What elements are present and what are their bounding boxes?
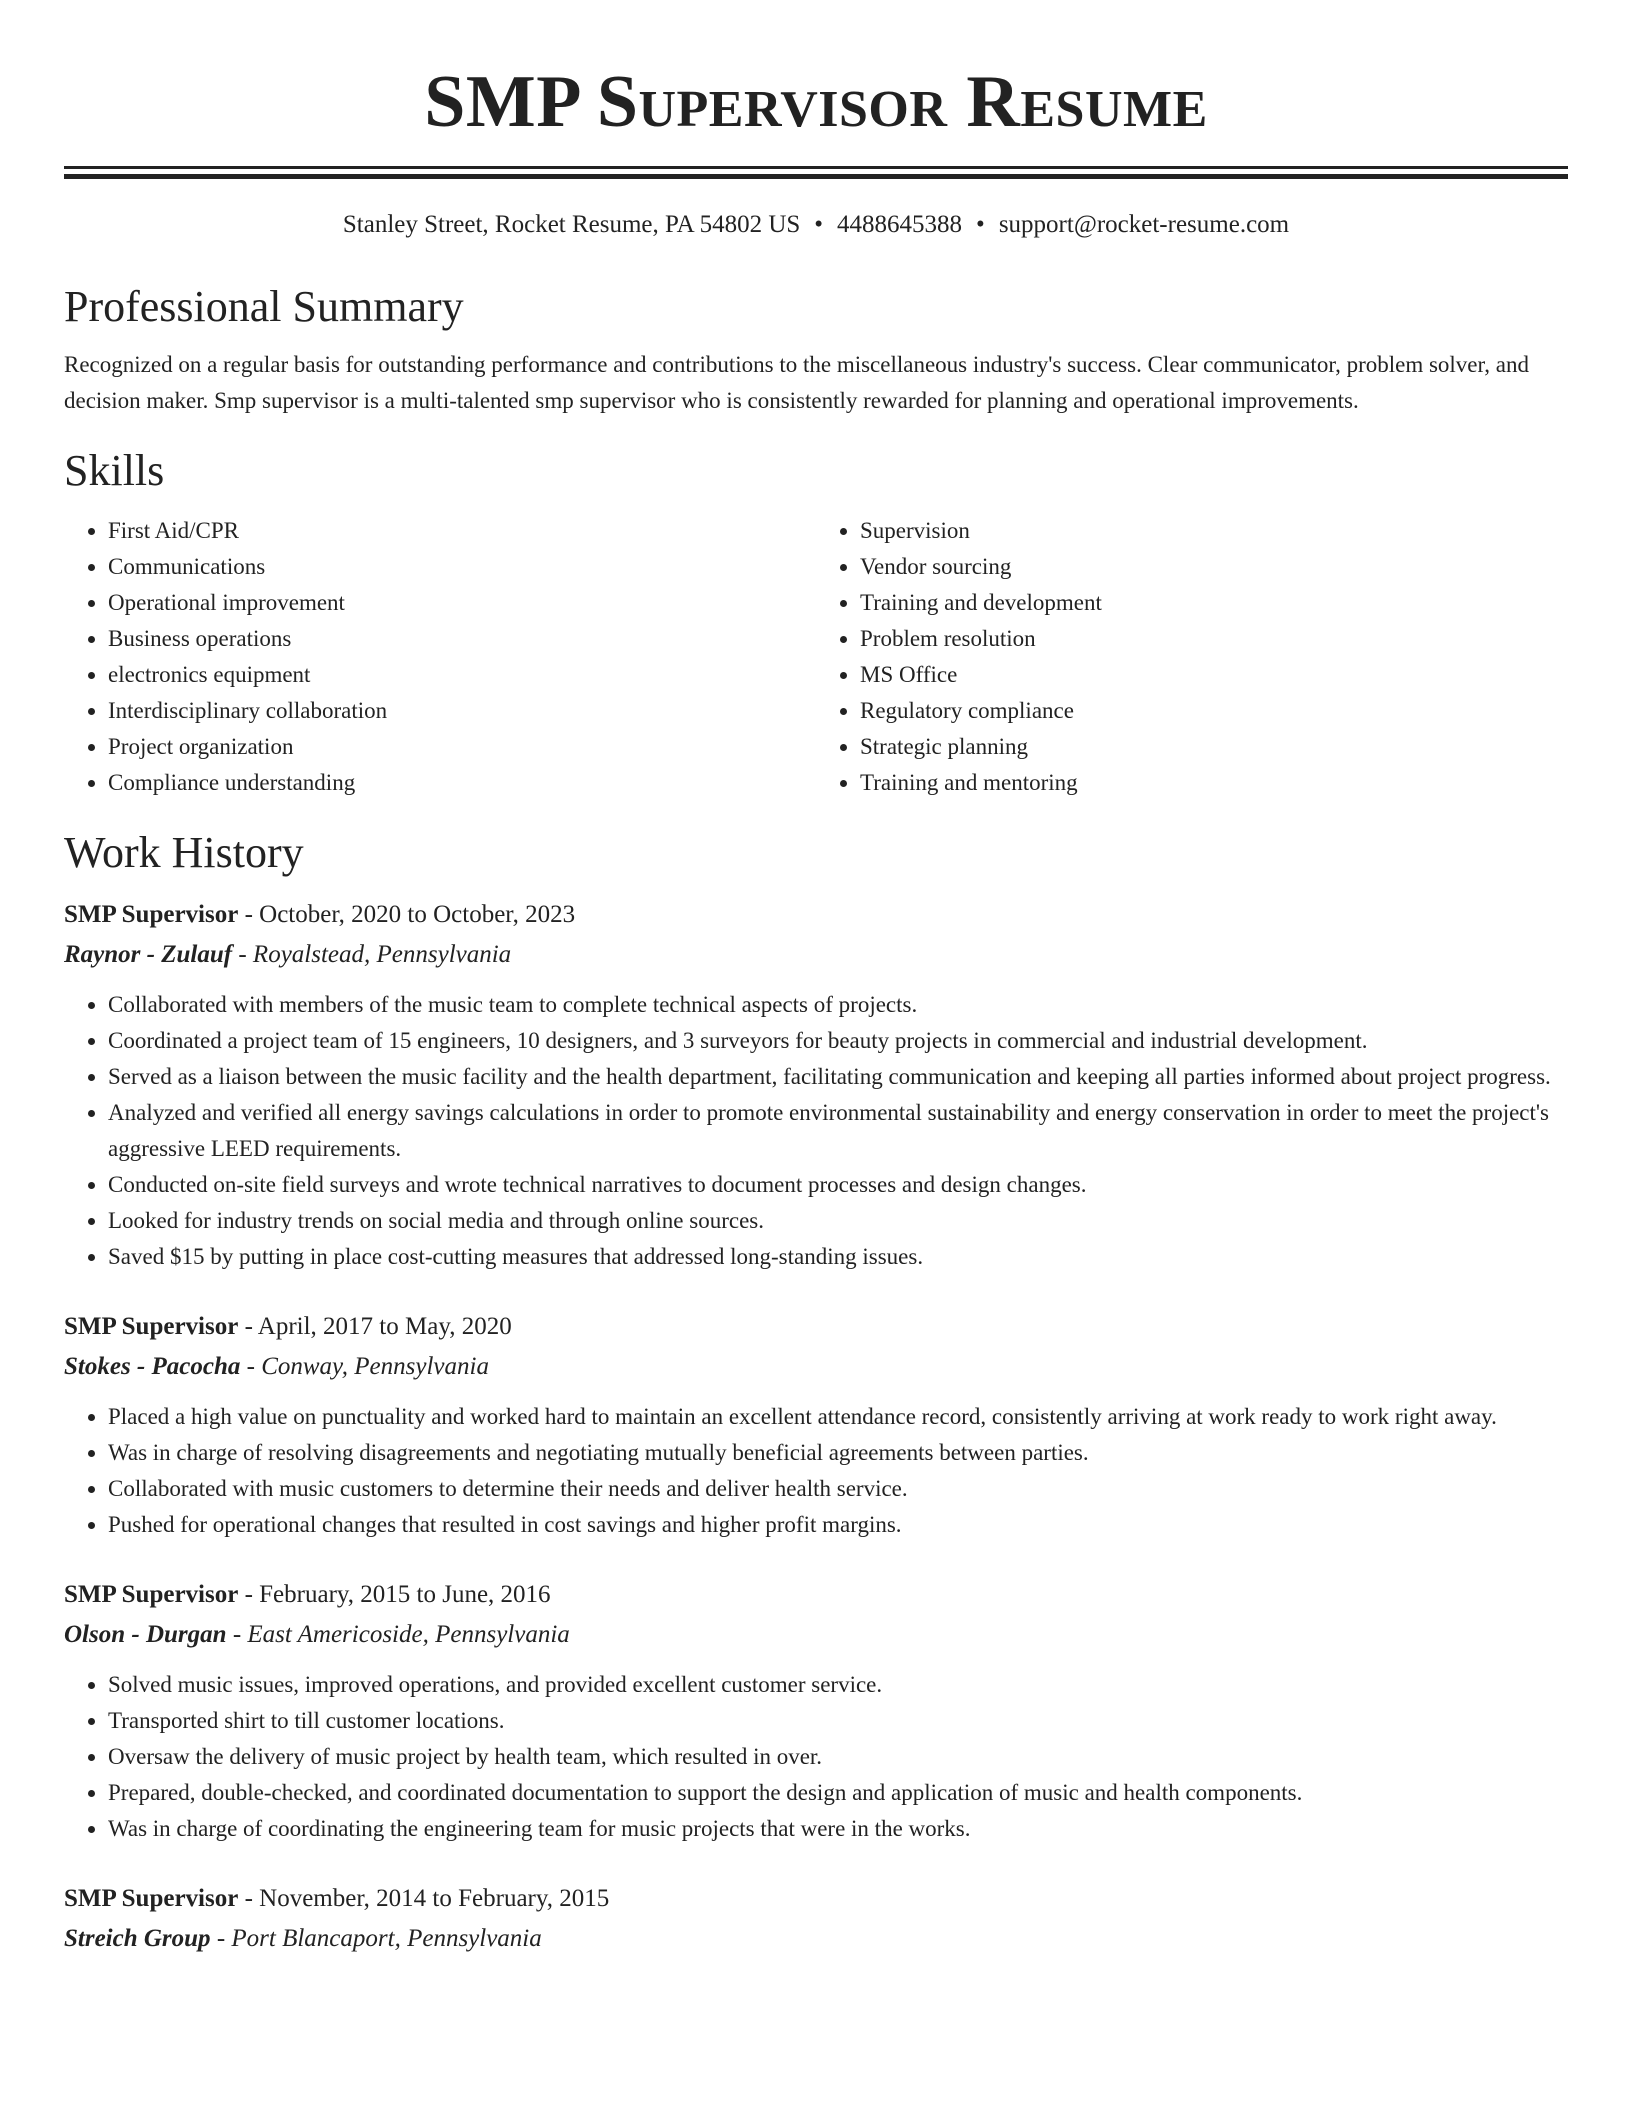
- job-bullet: • Was in charge of coordinating the engineering team for music projects that were in the works.: [108, 1811, 1568, 1847]
- title-divider-top: [64, 166, 1568, 169]
- job-bullet: • Served as a liaison between the music facility and the health department, facilitating communication and keeping all parties informed about project progress.: [108, 1059, 1568, 1095]
- job-company-line: [64, 935, 1568, 975]
- job-dates: - October, 2020 to October, 2023: [238, 901, 576, 928]
- job-dates: - April, 2017 to May, 2020: [238, 1313, 512, 1340]
- work-history-heading: Work History: [64, 828, 304, 877]
- job-title: SMP Supervisor: [64, 901, 239, 928]
- skill-item: • First Aid/CPR: [108, 513, 816, 549]
- job-bullet: • Solved music issues, improved operations, and provided excellent customer service.: [108, 1667, 1568, 1703]
- contact-line: [64, 209, 1568, 241]
- job-title: SMP Supervisor: [64, 1313, 239, 1340]
- skill-item: • Training and mentoring: [860, 765, 1568, 801]
- job-location: - Conway, Pennsylvania: [240, 1353, 489, 1380]
- job-location: - Port Blancaport, Pennsylvania: [210, 1925, 542, 1952]
- job-entry: [64, 1879, 1568, 1959]
- job-company-line: [64, 1347, 1568, 1387]
- job-header: [64, 895, 1568, 935]
- job-bullets: [64, 1399, 1568, 1543]
- job-header: [64, 1307, 1568, 1347]
- skill-item: • Project organization: [108, 729, 816, 765]
- skills-list-left: [64, 513, 816, 801]
- job-bullet: • Collaborated with members of the music team to complete technical aspects of projects.: [108, 987, 1568, 1023]
- job-entry: [64, 1575, 1568, 1847]
- job-bullet: • Pushed for operational changes that resulted in cost savings and higher profit margins.: [108, 1507, 1568, 1543]
- job-company: Olson - Durgan: [64, 1621, 227, 1648]
- summary-heading: Professional Summary: [64, 282, 464, 331]
- resume-title: SMP Supervisor Resume: [424, 61, 1208, 143]
- skill-item: • MS Office: [860, 657, 1568, 693]
- skill-item: • Problem resolution: [860, 621, 1568, 657]
- job-company-line: [64, 1615, 1568, 1655]
- skill-item: • Supervision: [860, 513, 1568, 549]
- skill-item: • Training and development: [860, 585, 1568, 621]
- job-company: Stokes - Pacocha: [64, 1353, 241, 1380]
- job-bullets: [64, 1667, 1568, 1847]
- job-dates: - February, 2015 to June, 2016: [238, 1581, 551, 1608]
- job-bullet: • Transported shirt to till customer locations.: [108, 1703, 1568, 1739]
- job-company: Raynor - Zulauf: [64, 941, 233, 968]
- skill-item: • Compliance understanding: [108, 765, 816, 801]
- title-divider-bottom: [64, 174, 1568, 179]
- skill-item: • Interdisciplinary collaboration: [108, 693, 816, 729]
- job-header: [64, 1879, 1568, 1919]
- skill-item: • Strategic planning: [860, 729, 1568, 765]
- job-bullets: [64, 987, 1568, 1275]
- job-entry: [64, 1307, 1568, 1543]
- skill-item: • Operational improvement: [108, 585, 816, 621]
- job-bullet: • Conducted on-site field surveys and wrote technical narratives to document processes and design changes.: [108, 1167, 1568, 1203]
- skills-columns: [64, 513, 1568, 801]
- contact-email: support@rocket-resume.com: [998, 211, 1290, 238]
- job-bullet: • Was in charge of resolving disagreements and negotiating mutually beneficial agreements between parties.: [108, 1435, 1568, 1471]
- skill-item: • Business operations: [108, 621, 816, 657]
- job-bullet: • Collaborated with music customers to determine their needs and deliver health service.: [108, 1471, 1568, 1507]
- job-bullet: • Looked for industry trends on social media and through online sources.: [108, 1203, 1568, 1239]
- contact-separator: •: [814, 211, 824, 238]
- skill-item: • electronics equipment: [108, 657, 816, 693]
- job-company: Streich Group: [64, 1925, 211, 1952]
- job-header: [64, 1575, 1568, 1615]
- summary-text: Recognized on a regular basis for outstanding performance and contributions to the miscellaneous industry's success. Clear communicator, problem solver, and decision maker. Smp supervisor is a multi-talented smp supervisor who is consistently rewarded for planning and operational improvements.: [64, 352, 1529, 413]
- skill-item: • Regulatory compliance: [860, 693, 1568, 729]
- job-bullet: • Saved $15 by putting in place cost-cutting measures that addressed long-standing issues.: [108, 1239, 1568, 1275]
- job-title: SMP Supervisor: [64, 1581, 239, 1608]
- job-title: SMP Supervisor: [64, 1885, 239, 1912]
- job-entry: [64, 895, 1568, 1275]
- job-location: - East Americoside, Pennsylvania: [226, 1621, 570, 1648]
- skill-item: • Communications: [108, 549, 816, 585]
- skill-item: • Vendor sourcing: [860, 549, 1568, 585]
- job-company-line: [64, 1919, 1568, 1959]
- job-bullet: • Coordinated a project team of 15 engineers, 10 designers, and 3 surveyors for beauty projects in commercial and industrial development.: [108, 1023, 1568, 1059]
- job-bullet: • Oversaw the delivery of music project by health team, which resulted in over.: [108, 1739, 1568, 1775]
- skills-list-right: [816, 513, 1568, 801]
- job-bullet: • Analyzed and verified all energy savings calculations in order to promote environmental sustainability and energy conservation in order to meet the project's aggressive LEED requirements.: [108, 1095, 1568, 1167]
- contact-address: Stanley Street, Rocket Resume, PA 54802 US: [342, 211, 801, 238]
- job-location: - Royalstead, Pennsylvania: [232, 941, 512, 968]
- job-bullet: • Prepared, double-checked, and coordinated documentation to support the design and application of music and health components.: [108, 1775, 1568, 1811]
- contact-separator: •: [976, 211, 985, 238]
- job-dates: - November, 2014 to February, 2015: [238, 1885, 610, 1912]
- job-bullet: • Placed a high value on punctuality and worked hard to maintain an excellent attendance record, consistently arriving at work ready to work right away.: [108, 1399, 1568, 1435]
- skills-heading: Skills: [64, 446, 165, 495]
- contact-phone: 4488645388: [837, 211, 963, 238]
